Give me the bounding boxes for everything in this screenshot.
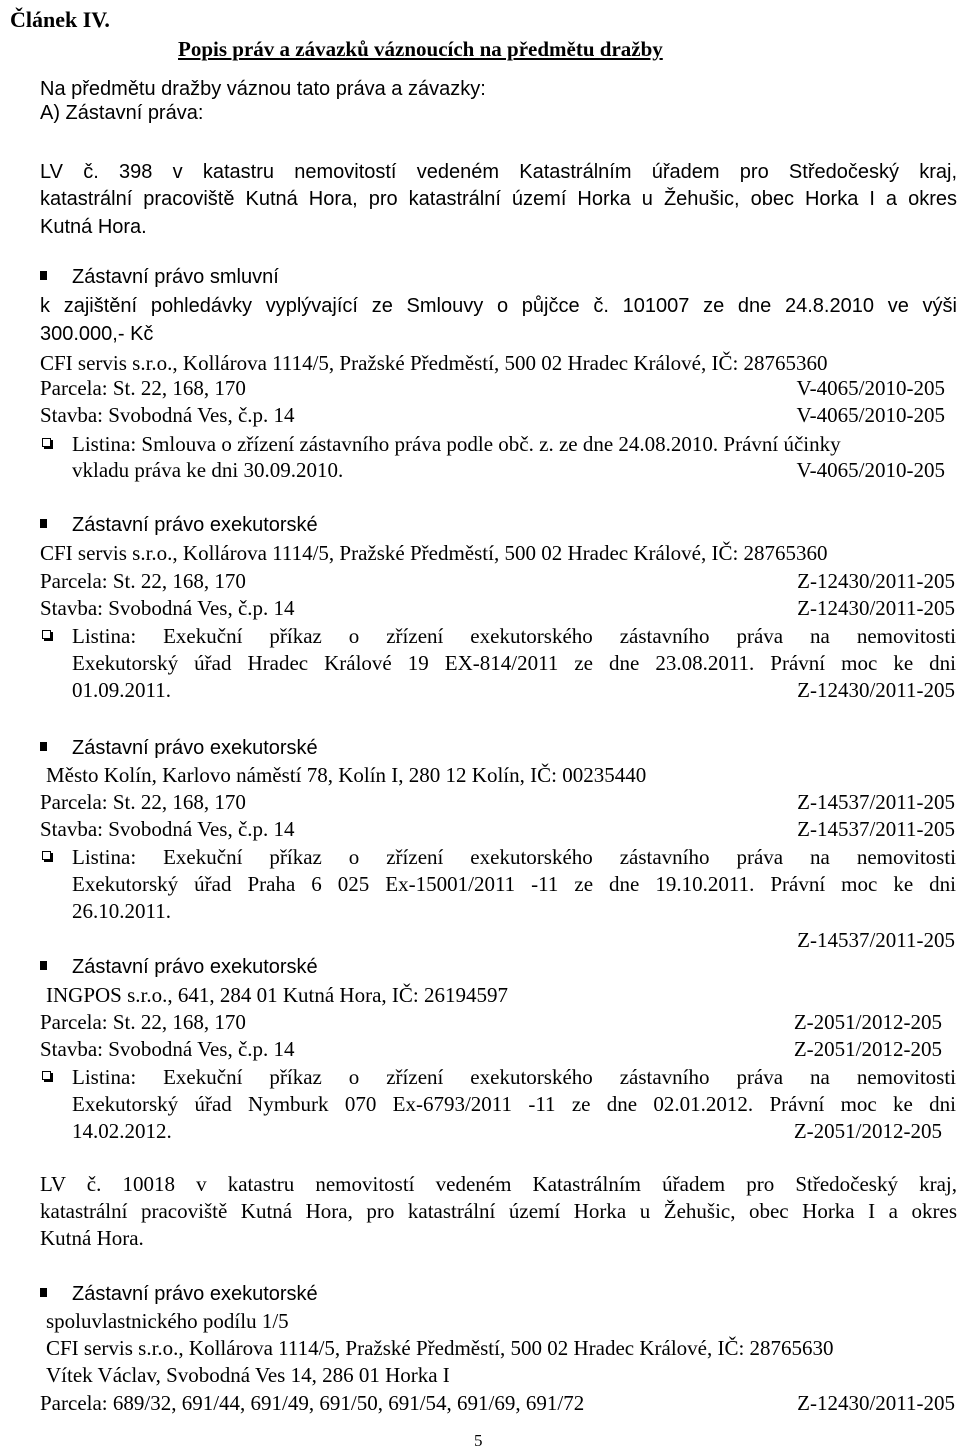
entry3-parcel-ref: Z-14537/2011-205 (797, 790, 955, 814)
page-number: 5 (474, 1431, 483, 1450)
entry1-line1: k zajištění pohledávky vyplývající ze Smlouvy o půjčce č. 101007 ze dne 24.8.2010 ve výši (40, 295, 957, 317)
entry2-type: Zástavní právo exekutorské (72, 514, 318, 536)
entry1-doc-ref: V-4065/2010-205 (796, 458, 945, 482)
entry3-doc3: 26.10.2011. (72, 899, 171, 923)
checkbox-icon (42, 1071, 51, 1080)
entry3-type: Zástavní právo exekutorské (72, 737, 318, 759)
entry5-debtor: Vítek Václav, Svobodná Ves 14, 286 01 Horka I (46, 1363, 450, 1387)
entry3-doc2: Exekutorský úřad Praha 6 025 Ex-15001/2011 -11 ze dne 19.10.2011. Právní moc ke dni (72, 872, 956, 896)
entry2-doc1: Listina: Exekuční příkaz o zřízení exekutorského zástavního práva na nemovitosti (72, 624, 956, 648)
bullet-square-icon (40, 519, 47, 528)
intro-text: Na předmětu dražby váznou tato práva a závazky: (40, 78, 486, 100)
section-a-heading: A) Zástavní práva: (40, 102, 204, 124)
entry4-doc-ref: Z-2051/2012-205 (793, 1119, 942, 1143)
checkbox-icon (42, 630, 51, 639)
entry1-doc1: Listina: Smlouva o zřízení zástavního práva podle obč. z. ze dne 24.08.2010. Právní účinky (72, 432, 841, 456)
article-subheading: Popis práv a závazků váznoucích na předmětu dražby (178, 37, 663, 61)
entry5-share: spoluvlastnického podílu 1/5 (46, 1309, 289, 1333)
entry4-parcel-ref: Z-2051/2012-205 (793, 1010, 942, 1034)
entry3-building: Stavba: Svobodná Ves, č.p. 14 (40, 817, 295, 841)
entry3-building-ref: Z-14537/2011-205 (797, 817, 955, 841)
entry4-type: Zástavní právo exekutorské (72, 956, 318, 978)
entry5-type: Zástavní právo exekutorské (72, 1283, 318, 1305)
entry2-parcel-ref: Z-12430/2011-205 (797, 569, 955, 593)
entry2-doc2: Exekutorský úřad Hradec Králové 19 EX-814/2011 ze dne 23.08.2011. Právní moc ke dni (72, 651, 956, 675)
entry2-building-ref: Z-12430/2011-205 (797, 596, 955, 620)
entry1-creditor: CFI servis s.r.o., Kollárova 1114/5, Pražské Předměstí, 500 02 Hradec Králové, IČ: 28765360 (40, 351, 828, 375)
bullet-square-icon (40, 961, 47, 970)
entry4-doc2: Exekutorský úřad Nymburk 070 Ex-6793/2011 -11 ze dne 02.01.2012. Právní moc ke dni (72, 1092, 956, 1116)
entry3-creditor: Město Kolín, Karlovo náměstí 78, Kolín I, 280 12 Kolín, IČ: 00235440 (46, 763, 647, 787)
bullet-square-icon (40, 1288, 47, 1297)
lv398-line2: katastrální pracoviště Kutná Hora, pro katastrální území Horka u Žehušic, obec Horka I a okres (40, 188, 957, 210)
entry3-doc1: Listina: Exekuční příkaz o zřízení exekutorského zástavního práva na nemovitosti (72, 845, 956, 869)
entry1-type: Zástavní právo smluvní (72, 266, 279, 288)
entry2-doc-ref: Z-12430/2011-205 (797, 678, 955, 702)
article-heading: Článek IV. (10, 7, 110, 32)
lv10018-line1: LV č. 10018 v katastru nemovitostí vedeném Katastrálním úřadem pro Středočeský kraj, (40, 1172, 957, 1196)
lv398-line3: Kutná Hora. (40, 216, 147, 238)
entry2-parcel: Parcela: St. 22, 168, 170 (40, 569, 246, 593)
entry3-parcel: Parcela: St. 22, 168, 170 (40, 790, 246, 814)
entry5-parcels: Parcela: 689/32, 691/44, 691/49, 691/50, 691/54, 691/69, 691/72 (40, 1391, 585, 1415)
entry4-doc3: 14.02.2012. (72, 1119, 172, 1143)
entry4-parcel: Parcela: St. 22, 168, 170 (40, 1010, 246, 1034)
bullet-square-icon (40, 742, 47, 751)
entry4-building: Stavba: Svobodná Ves, č.p. 14 (40, 1037, 295, 1061)
entry1-parcel-ref: V-4065/2010-205 (796, 376, 945, 400)
entry1-doc2: vkladu práva ke dni 30.09.2010. (72, 458, 344, 482)
entry4-doc1: Listina: Exekuční příkaz o zřízení exekutorského zástavního práva na nemovitosti (72, 1065, 956, 1089)
checkbox-icon (42, 438, 51, 447)
entry4-creditor: INGPOS s.r.o., 641, 284 01 Kutná Hora, IČ: 26194597 (46, 983, 508, 1007)
checkbox-icon (42, 851, 51, 860)
entry2-doc3: 01.09.2011. (72, 678, 171, 702)
entry4-building-ref: Z-2051/2012-205 (793, 1037, 942, 1061)
lv398-line1: LV č. 398 v katastru nemovitostí vedeném Katastrálním úřadem pro Středočeský kraj, (40, 161, 957, 183)
entry5-creditor: CFI servis s.r.o., Kollárova 1114/5, Pražské Předměstí, 500 02 Hradec Králové, IČ: 28765630 (46, 1336, 834, 1360)
entry2-creditor: CFI servis s.r.o., Kollárova 1114/5, Pražské Předměstí, 500 02 Hradec Králové, IČ: 28765360 (40, 541, 828, 565)
entry1-parcel: Parcela: St. 22, 168, 170 (40, 376, 246, 400)
entry5-parcels-ref: Z-12430/2011-205 (797, 1391, 955, 1415)
entry3-doc-ref: Z-14537/2011-205 (797, 928, 955, 952)
bullet-square-icon (40, 271, 47, 280)
entry1-line2: 300.000,- Kč (40, 323, 154, 345)
lv10018-line2: katastrální pracoviště Kutná Hora, pro katastrální území Horka u Žehušic, obec Horka I a okres (40, 1199, 957, 1223)
entry1-building: Stavba: Svobodná Ves, č.p. 14 (40, 403, 295, 427)
entry2-building: Stavba: Svobodná Ves, č.p. 14 (40, 596, 295, 620)
entry1-building-ref: V-4065/2010-205 (796, 403, 945, 427)
lv10018-line3: Kutná Hora. (40, 1226, 144, 1250)
